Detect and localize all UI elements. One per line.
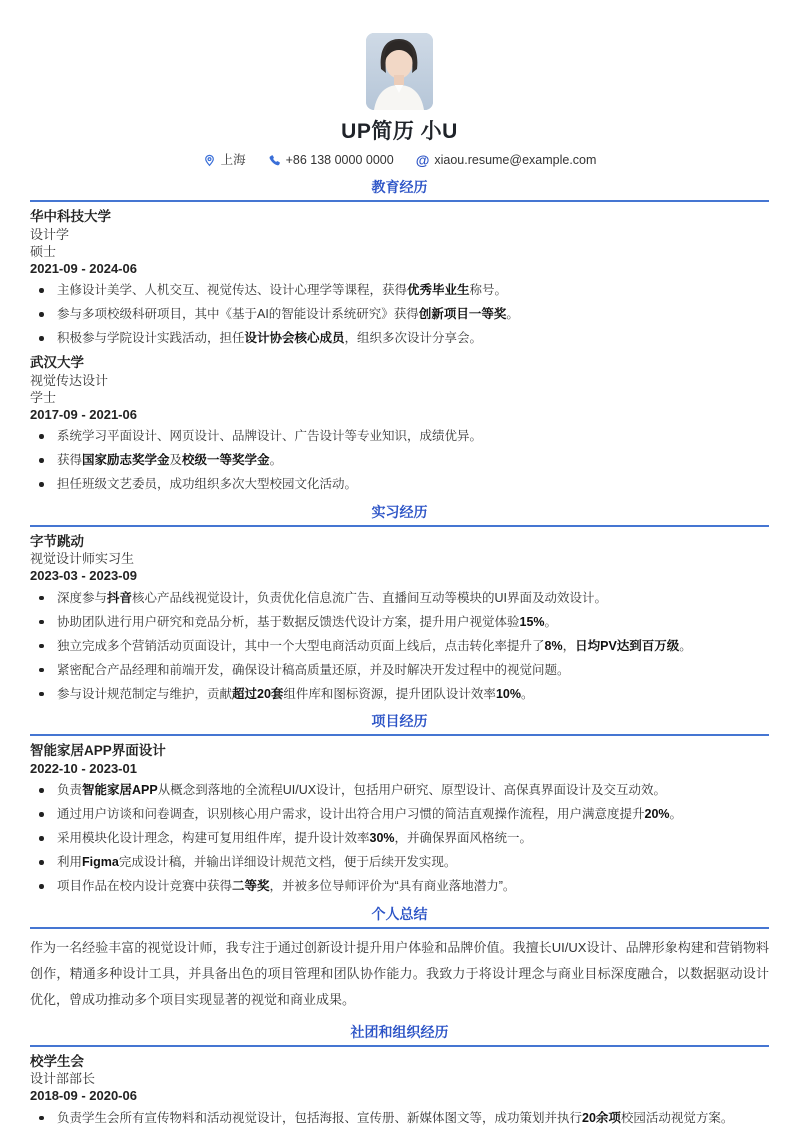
entry-subtitle: 设计部部长 [30,1071,96,1086]
bullet-text: 。 [506,307,519,321]
bullet-text: 独立完成多个营销活动页面设计，其中一个大型电商活动页面上线后，点击转化率提升了 [57,638,545,653]
resume-entry [30,742,769,895]
bullet-text: 完成设计稿，并输出详细设计规范文档，便于后续开发实现。 [118,855,457,869]
section-title: 实习经历 [30,503,769,527]
bullet-item [30,282,769,299]
summary-paragraph: 作为一名经验丰富的视觉设计师，我专注于通过创新设计提升用户体验和品牌价值。我擅长UI/UX设计、品牌形象构建和营销物料创作，精通多种设计工具，并具备出色的项目管理和团队协作能力。我致力于将设计理念与商业目标深度融合，以数据驱动设计优化，曾成功推动多个项目实现显著的视觉和商业成果。 [30,939,769,1007]
bullet-list [30,1110,769,1127]
entry-org: 校学生会 [30,1053,84,1069]
bullet-text-bold: 设计协会核心成员 [244,331,345,345]
bullet-text: 核心产品线视觉设计，负责优化信息流广告、直播间互动等模块的UI界面及动效设计。 [132,590,608,605]
entry-org: 华中科技大学 [30,209,111,224]
bullet-item [30,1110,769,1127]
entry-org: 武汉大学 [30,355,84,370]
section-title: 项目经历 [30,712,769,736]
bullet-item [30,854,769,871]
bullet-item [30,878,769,895]
entry-org: 字节跳动 [30,533,84,549]
bullet-text-bold: 国家励志奖学金 [82,453,170,467]
profile-photo [366,33,433,110]
bullet-item [30,686,769,703]
section-title: 社团和组织经历 [30,1023,769,1047]
bullet-text: 系统学习平面设计、网页设计、品牌设计、广告设计等专业知识，成绩优异。 [57,429,483,443]
contact-row [30,152,769,168]
bullet-text: ，并确保界面风格统一。 [394,831,533,845]
bullet-text-bold: 8% [544,638,563,653]
entry-subtitle: 视觉设计师实习生 [30,551,135,566]
bullet-text: 参与设计规范制定与维护，贡献 [57,686,233,701]
contact-location [203,152,246,168]
bullet-text: 。 [520,686,534,701]
bullet-text: ，组织多次设计分享会。 [344,331,483,345]
bullet-text: 获得 [57,453,83,467]
bullet-text-bold: 校级一等奖学金 [182,453,270,467]
bullet-text-bold: 智能家居APP [82,783,158,797]
section-title: 教育经历 [30,178,769,202]
bullet-text: 参与多项校级科研项目，其中《基于AI的智能设计系统研究》获得 [57,307,419,321]
bullet-item [30,452,769,469]
bullet-item [30,662,769,679]
entry-org: 智能家居APP界面设计 [30,743,166,758]
entry-date: 2017-09 - 2021-06 [30,406,137,422]
bullet-list [30,428,769,493]
entry-date: 2023-03 - 2023-09 [30,568,137,583]
bullet-text: 。 [679,638,692,653]
photo-wrap [30,33,769,110]
bullet-item [30,330,769,347]
bullet-text-bold: 二等奖 [232,879,270,893]
resume-sections [30,178,769,1126]
bullet-text-bold: 抖音 [107,590,133,605]
bullet-text-bold: 日均PV达到百万级 [575,638,680,653]
bullet-item [30,830,769,847]
contact-location-text: 上海 [220,153,246,167]
bullet-text: 利用 [57,855,83,869]
resume-section [30,503,769,703]
candidate-name: UP简历 小U [341,120,458,143]
resume-entry [30,208,769,347]
entry-subtitle: 硕士 [30,243,57,259]
resume-section [30,905,769,1013]
contact-phone [268,152,394,168]
resume-entry [30,354,769,493]
bullet-text: 深度参与 [57,590,108,605]
entry-subtitle: 视觉传达设计 [30,372,109,388]
section-title: 个人总结 [30,905,769,929]
bullet-item [30,306,769,323]
bullet-text: 。 [269,453,283,467]
bullet-text: 负责学生会所有宣传物料和活动视觉设计，包括海报、宣传册、新媒体图文等，成功策划并执行 [57,1110,583,1125]
contact-email [416,152,597,168]
bullet-text-bold: Figma [82,855,119,869]
bullet-text: 称号。 [469,283,508,297]
entry-subtitle: 学士 [30,389,57,405]
bullet-text: 担任班级文艺委员，成功组织多次大型校园文化活动。 [57,477,358,491]
bullet-text: 。 [669,807,683,821]
bullet-text-bold: 20余项 [582,1110,621,1125]
resume-section [30,178,769,493]
bullet-text-bold: 超过20套 [232,686,284,701]
bullet-text: ，并被多位导师评价为“具有商业落地潜力”。 [269,879,516,893]
at-icon: @ [415,152,430,168]
bullet-text-bold: 10% [495,686,521,701]
resume-entry [30,1053,769,1127]
phone-icon [268,154,281,167]
bullet-item [30,638,769,655]
resume-entry [30,533,769,703]
bullet-item [30,428,769,445]
bullet-text: 协助团队进行用户研究和竞品分析，基于数据反馈迭代设计方案，提升用户视觉体验 [57,614,520,629]
bullet-text: 项目作品在校内设计竞赛中获得 [57,879,233,893]
bullet-text: ， [562,638,576,653]
bullet-text: 积极参与学院设计实践活动，担任 [57,331,245,345]
avatar-illustration [366,33,433,110]
bullet-item [30,590,769,607]
resume-section [30,1023,769,1127]
bullet-text: 紧密配合产品经理和前端开发，确保设计稿高质量还原，并及时解决开发过程中的视觉问题。 [57,662,570,677]
bullet-text: 组件库和图标资源，提升团队设计效率 [283,686,496,701]
bullet-list [30,782,769,895]
bullet-text: 。 [544,614,558,629]
entry-date: 2021-09 - 2024-06 [30,260,137,276]
location-pin-icon [203,154,216,167]
resume-section [30,712,769,895]
bullet-text-bold: 15% [519,614,545,629]
bullet-text: 及 [169,453,183,467]
bullet-text: 负责 [57,783,83,797]
bullet-text: 从概念到落地的全流程UI/UX设计，包括用户研究、原型设计、高保真界面设计及交互动效。 [157,783,667,797]
bullet-item [30,476,769,493]
entry-subtitle: 设计学 [30,226,70,242]
bullet-text: 采用模块化设计理念，构建可复用组件库，提升设计效率 [57,831,370,845]
entry-date: 2022-10 - 2023-01 [30,760,137,776]
bullet-list [30,590,769,703]
contact-email-text: xiaou.resume@example.com [434,153,597,167]
bullet-text-bold: 优秀毕业生 [407,283,470,297]
bullet-text-bold: 20% [644,807,670,821]
bullet-text-bold: 30% [369,831,395,845]
bullet-text: 校园活动视觉方案。 [620,1110,734,1125]
bullet-list [30,282,769,347]
entry-date: 2018-09 - 2020-06 [30,1088,137,1103]
contact-phone-text: +86 138 0000 0000 [285,153,394,167]
bullet-text-bold: 创新项目一等奖 [418,307,507,321]
bullet-item [30,614,769,631]
bullet-item [30,782,769,799]
bullet-text: 主修设计美学、人机交互、视觉传达、设计心理学等课程，获得 [57,283,408,297]
bullet-text: 通过用户访谈和问卷调查，识别核心用户需求，设计出符合用户习惯的简洁直观操作流程，用户满意度提升 [57,807,645,821]
bullet-item [30,806,769,823]
